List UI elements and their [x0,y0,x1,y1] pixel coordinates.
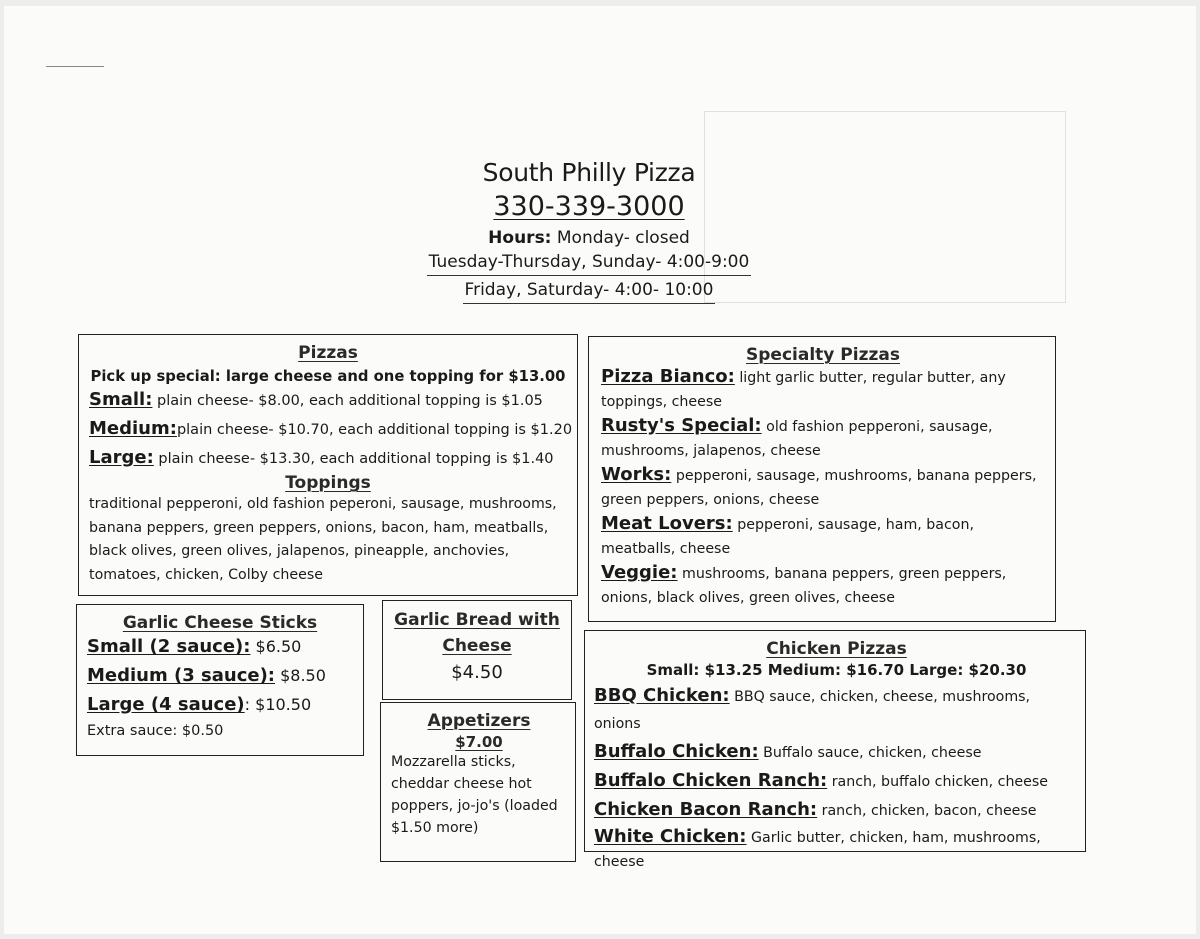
extra-sauce: Extra sauce: $0.50 [87,723,224,739]
sticks-small [87,633,353,662]
pizzas-title: Pizzas [298,343,358,363]
chicken-item [594,738,1079,767]
garlic-bread-title-1: Garlic Bread with [394,610,560,630]
specialty-item [601,561,1045,610]
chicken-pizzas-section [584,630,1086,870]
restaurant-name: South Philly Pizza [482,158,696,187]
specialty-desc: pepperoni, sausage, mushrooms, banana peppers, green peppers, onions, cheese [601,468,1037,508]
specialty-desc: pepperoni, sausage, ham, bacon, meatballs, cheese [601,517,974,557]
hours-midweek: Tuesday-Thursday, Sunday- 4:00-9:00 [427,250,752,276]
menu-page [4,6,1196,934]
specialty-item [601,414,1045,463]
phone-number[interactable]: 330-339-3000 [493,191,685,222]
chicken-desc: ranch, buffalo chicken, cheese [827,774,1049,790]
chicken-item [594,825,1079,874]
specialty-name: Veggie: [601,562,678,583]
chicken-name: Buffalo Chicken: [594,741,759,762]
specialty-name: Meat Lovers: [601,513,733,534]
specialty-title: Specialty Pizzas [746,345,900,365]
menu-header [384,156,794,304]
chicken-item [594,767,1079,796]
chicken-item [594,796,1079,825]
size-small [89,388,567,413]
sticks-medium [87,662,353,691]
chicken-item [594,682,1079,738]
hours-label: Hours: [488,228,552,248]
toppings-title: Toppings [285,473,371,493]
size-label: Small: [89,389,153,410]
chicken-desc: BBQ sauce, chicken, cheese, mushrooms, onions [594,689,1031,732]
garlic-bread-title-2: Cheese [442,636,512,656]
garlic-sticks-title: Garlic Cheese Sticks [122,613,318,633]
appetizers-title: Appetizers [427,711,531,731]
stray-mark [46,66,104,67]
size-label: Medium: [89,418,177,439]
specialty-desc: old fashion pepperoni, sausage, mushrooms, jalapenos, cheese [601,419,993,459]
hours-monday [384,228,794,248]
specialty-name: Rusty's Special: [601,415,762,436]
appetizers-desc: Mozzarella sticks, cheddar cheese hot poppers, jo-jo's (loaded $1.50 more) [391,754,558,836]
specialty-item [601,365,1045,414]
chicken-name: Chicken Bacon Ranch: [594,799,818,820]
specialty-item [601,463,1045,512]
pizzas-section [78,334,578,596]
specialty-desc: mushrooms, banana peppers, green peppers, onions, black olives, green olives, cheese [601,566,1007,606]
chicken-desc: Garlic butter, chicken, ham, mushrooms, cheese [594,830,1041,870]
sticks-label: Small (2 sauce): [87,636,251,657]
size-desc: plain cheese- $13.30, each additional topping is $1.40 [153,451,554,467]
sticks-price: $8.50 [275,666,326,685]
chicken-title: Chicken Pizzas [766,639,907,659]
chicken-name: Buffalo Chicken Ranch: [594,770,828,791]
sticks-large [87,691,353,720]
hours-weekend: Friday, Saturday- 4:00- 10:00 [463,278,716,304]
size-large [89,446,567,471]
specialty-name: Pizza Bianco: [601,366,735,387]
sticks-price: $6.50 [250,637,302,656]
garlic-bread-price: $4.50 [451,662,503,683]
garlic-cheese-sticks-section [76,604,364,756]
sticks-price: : $10.50 [244,695,312,714]
appetizers-section [380,702,576,862]
specialty-desc: light garlic butter, regular butter, any toppings, cheese [601,370,1006,410]
hours-monday-text: Monday- closed [556,228,690,248]
toppings-list: traditional pepperoni, old fashion peperoni, sausage, mushrooms, banana peppers, green peppers, onions, bacon, ham, meatballs, black olives, green olives, jalapenos, pineapple, anchovies, tomatoes, chicken, Colby cheese [89,496,557,583]
specialty-item [601,512,1045,561]
sticks-label: Large (4 sauce) [87,694,245,715]
pickup-special: Pick up special: large cheese and one topping for $13.00 [90,368,566,385]
size-label: Large: [89,447,154,468]
chicken-desc: Buffalo sauce, chicken, cheese [758,745,982,761]
specialty-name: Works: [601,464,672,485]
size-desc: plain cheese- $10.70, each additional topping is $1.20 [176,422,573,438]
sticks-label: Medium (3 sauce): [87,665,276,686]
appetizers-price: $7.00 [455,733,503,751]
chicken-prices: Small: $13.25 Medium: $16.70 Large: $20.30 [646,661,1027,679]
specialty-pizzas-section [588,336,1056,622]
garlic-bread-section [382,600,572,700]
size-desc: plain cheese- $8.00, each additional topping is $1.05 [152,393,543,409]
chicken-name: White Chicken: [594,826,747,847]
chicken-desc: ranch, chicken, bacon, cheese [817,803,1037,819]
chicken-name: BBQ Chicken: [594,685,730,706]
size-medium [89,417,573,442]
